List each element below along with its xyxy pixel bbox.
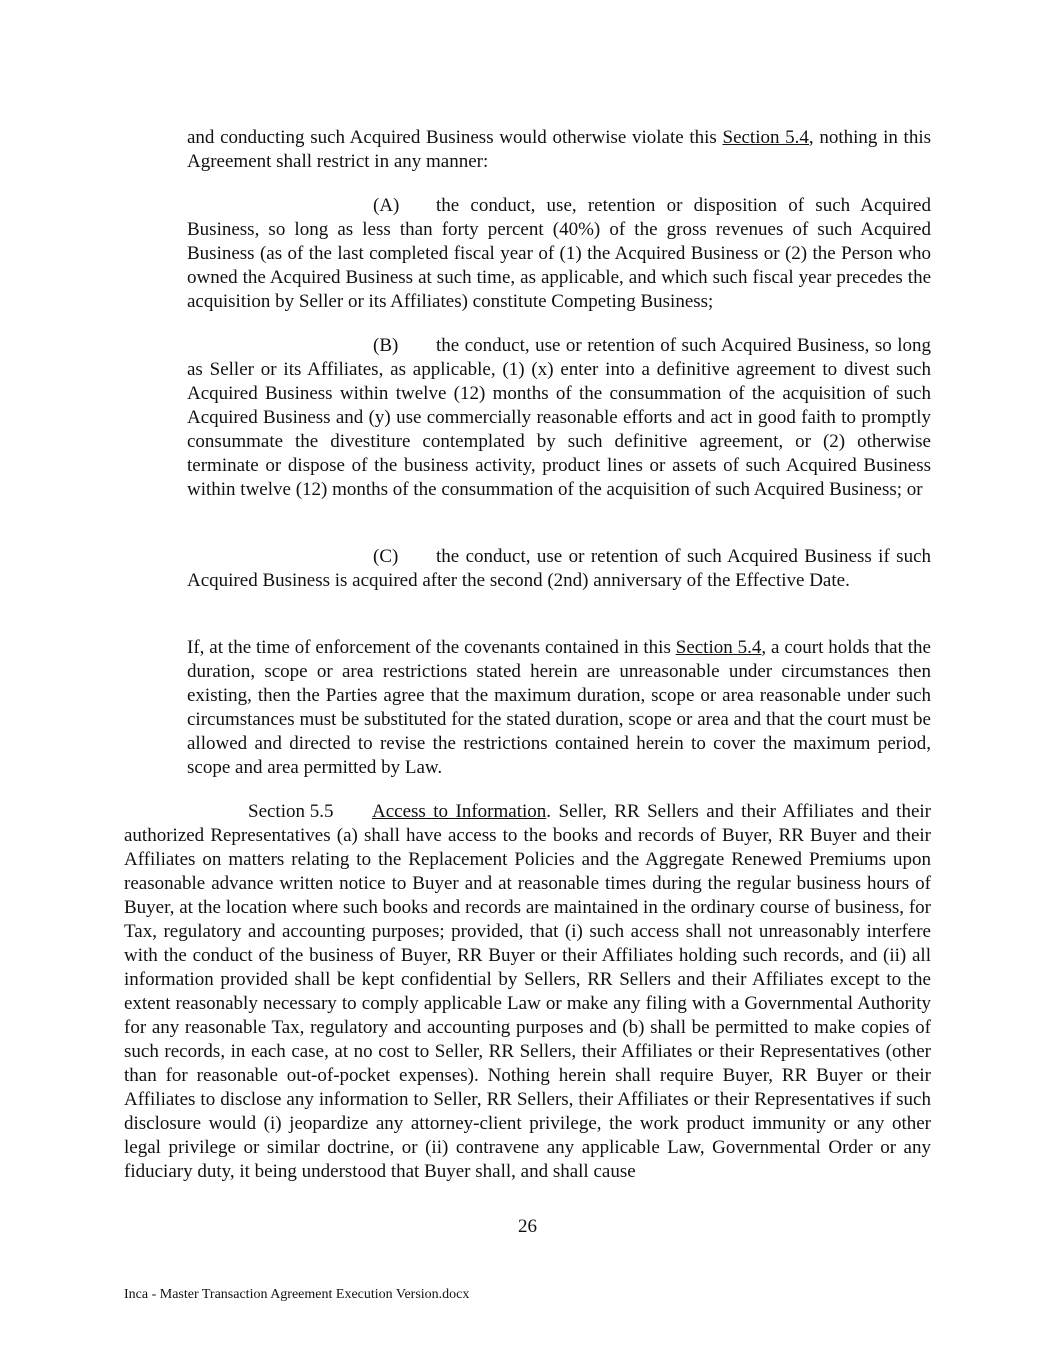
enforcement-paragraph — [187, 636, 931, 780]
clause-c-text: the conduct, use or retention of such Acquired Business if such Acquired Business is acquired after the second (2nd) anniversary of the Effective Date. — [187, 546, 931, 591]
page-number: 26 — [518, 1216, 537, 1237]
intro-text-before: and conducting such Acquired Business would otherwise violate this — [187, 127, 723, 148]
document-footer: Inca - Master Transaction Agreement Execution Version.docx — [124, 1287, 470, 1302]
section-5-5-paragraph — [124, 800, 931, 1184]
section-5-5-number: Section 5.5 — [248, 801, 334, 822]
clause-a-text: the conduct, use, retention or disposition of such Acquired Business, so long as less than forty percent (40%) of the gross revenues of such Acquired Business (as of the last completed fiscal year of (1) the Acquired Business or (2) the Person who owned the Acquired Business at such time, as applicable, and which such fiscal year precedes the acquisition by Seller or its Affiliates) constitute Competing Business; — [187, 195, 931, 312]
clause-b — [187, 334, 931, 502]
enforcement-text-before: If, at the time of enforcement of the covenants contained in this — [187, 637, 676, 658]
clause-b-text: the conduct, use or retention of such Acquired Business, so long as Seller or its Affiliates, as applicable, (1) (x) enter into a definitive agreement to divest such Acquired Business within twelve (12) months of the consummation of the acquisition of such Acquired Business and (y) use commercially reasonable efforts and act in good faith to promptly consummate the divestiture contemplated by such definitive agreement, or (2) otherwise terminate or dispose of the business activity, product lines or assets of such Acquired Business within twelve (12) months of the consummation of the acquisition of such Acquired Business; or — [187, 335, 931, 500]
intro-paragraph — [187, 126, 931, 174]
section-5-4-reference: Section 5.4 — [722, 127, 809, 148]
clause-a-label: (A) — [373, 195, 400, 216]
intro-text-after: , nothing in this Agreement shall restrict in any manner: — [187, 127, 931, 172]
section-5-5-text: . Seller, RR Sellers and their Affiliates and their authorized Representatives (a) shall have access to the books and records of Buyer, RR Buyer and their Affiliates on matters relating to the Replacement Policies and the Aggregate Renewed Premiums upon reasonable advance written notice to Buyer and at reasonable times during the regular business hours of Buyer, at the location where such books and records are maintained in the ordinary course of business, for Tax, regulatory and accounting purposes; provided, that (i) such access shall not unreasonably interfere with the conduct of the business of Buyer, RR Buyer or their Affiliates holding such records, and (ii) all information provided shall be kept confidential by Sellers, RR Sellers and their Affiliates except to the extent reasonably necessary to comply applicable Law or make any filing with a Governmental Authority for any reasonable Tax, regulatory and accounting purposes and (b) shall be permitted to make copies of such records, in each case, at no cost to Seller, RR Sellers, their Affiliates or their Representatives (other than for reasonable out-of-pocket expenses). Nothing herein shall require Buyer, RR Buyer or their Affiliates to disclose any information to Seller, RR Sellers, their Affiliates or their Representatives if such disclosure would (i) jeopardize any attorney-client privilege, the work product immunity or any other legal privilege or similar doctrine, or (ii) contravene any applicable Law, Governmental Order or any fiduciary duty, it being understood that Buyer shall, and shall cause — [124, 801, 931, 1182]
enforcement-text-after: , a court holds that the duration, scope or area restrictions stated herein are unreasonable under circumstances then existing, then the Parties agree that the maximum duration, scope or area reasonable under such circumstances must be substituted for the stated duration, scope or area and that the court must be allowed and directed to revise the restrictions contained herein to cover the maximum period, scope and area permitted by Law. — [187, 637, 931, 778]
clause-a — [187, 194, 931, 314]
clause-c-label: (C) — [373, 546, 399, 567]
section-5-4-reference-2: Section 5.4 — [675, 637, 762, 658]
clause-b-label: (B) — [373, 335, 399, 356]
clause-c — [187, 545, 931, 593]
section-5-5-heading: Access to Information — [372, 801, 547, 822]
